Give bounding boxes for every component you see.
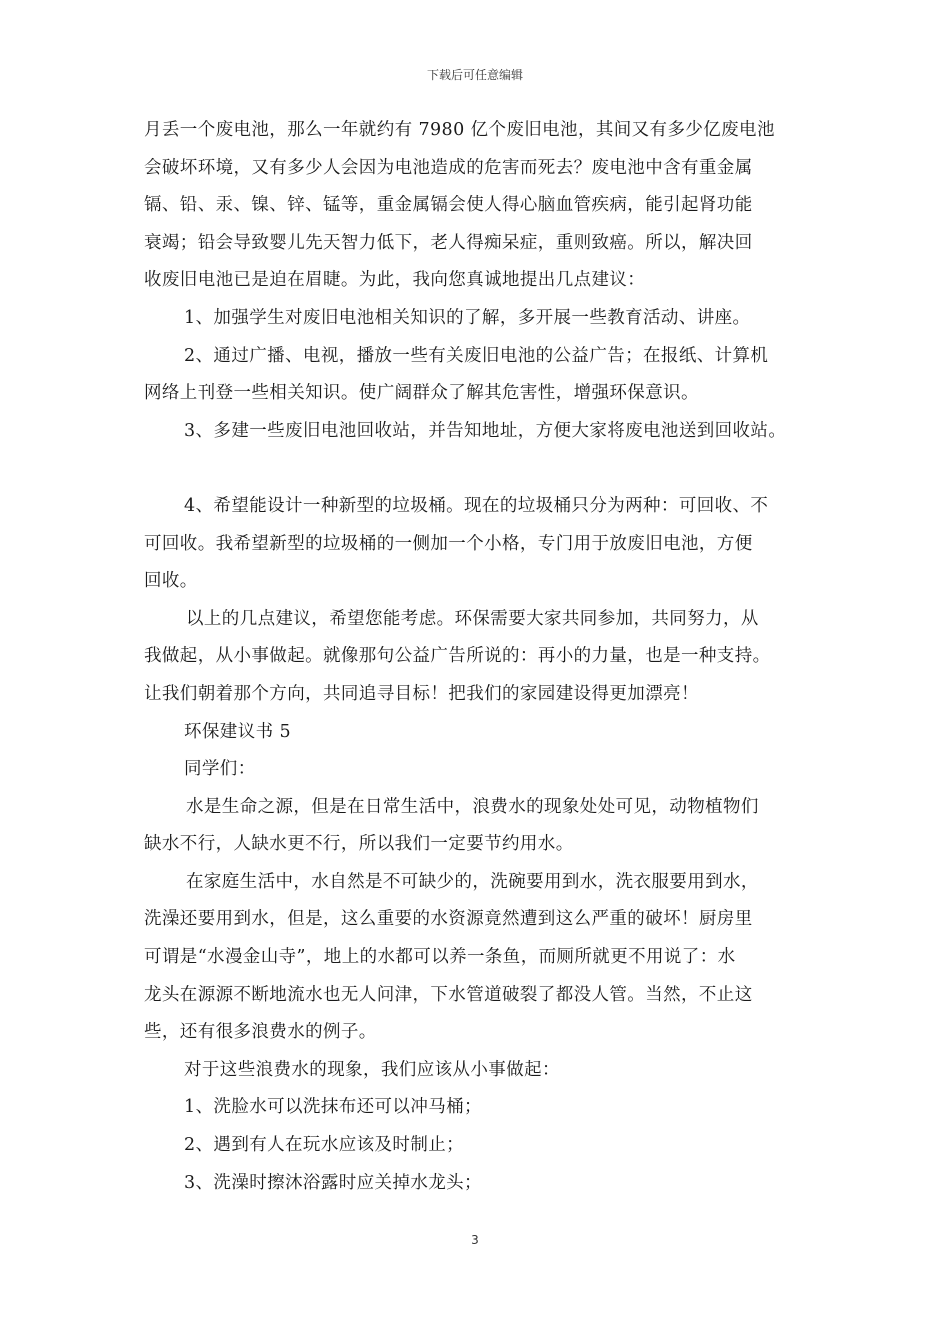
paragraph-gap [144, 450, 824, 488]
text-line: 让我们朝着那个方向，共同追寻目标！把我们的家园建设得更加漂亮！ [144, 683, 699, 704]
text-line: 网络上刊登一些相关知识。使广阔群众了解其危害性，增强环保意识。 [144, 383, 699, 404]
list-item-4: 4、希望能设计一种新型的垃圾桶。现在的垃圾桶只分为两种：可回收、不 [184, 495, 769, 516]
text-line: 缺水不行，人缺水更不行，所以我们一定要节约用水。 [144, 834, 574, 855]
list-item-2: 2、通过广播、电视，播放一些有关废旧电池的公益广告；在报纸、计算机 [184, 345, 769, 366]
text-line: 以上的几点建议，希望您能考虑。环保需要大家共同参加，共同努力，从 [186, 608, 759, 629]
page-number: 3 [471, 1233, 479, 1247]
text-line: 对于这些浪费水的现象，我们应该从小事做起： [184, 1059, 560, 1080]
list-item-1: 1、洗脸水可以洗抹布还可以冲马桶； [184, 1097, 482, 1118]
list-item-3: 3、洗澡时擦沐浴露时应关掉水龙头； [184, 1172, 482, 1193]
salutation: 同学们： [184, 759, 256, 780]
list-item-3: 3、多建一些废旧电池回收站，并告知地址，方便大家将废电池送到回收站。 [184, 420, 787, 441]
text-line: 在家庭生活中，水自然是不可缺少的，洗碗要用到水，洗衣服要用到水， [186, 871, 759, 892]
text-line: 可谓是“水漫金山寺”，地上的水都可以养一条鱼，而厕所就更不用说了：水 [144, 947, 736, 968]
page-header: 下载后可任意编辑 [426, 68, 523, 82]
list-item-2: 2、遇到有人在玩水应该及时制止； [184, 1135, 465, 1156]
text-line: 些，还有很多浪费水的例子。 [144, 1022, 377, 1043]
text-line: 衰竭；铅会导致婴儿先天智力低下，老人得痴呆症，重则致癌。所以，解决回 [144, 232, 753, 253]
text-line: 洗澡还要用到水，但是，这么重要的水资源竟然遭到这么严重的破坏！厨房里 [144, 909, 753, 930]
text-line: 回收。 [144, 571, 198, 592]
text-line: 水是生命之源，但是在日常生活中，浪费水的现象处处可见，动物植物们 [186, 796, 759, 817]
document-body [144, 112, 824, 1202]
section-heading: 环保建议书 5 [184, 721, 291, 742]
text-line: 龙头在源源不断地流水也无人问津，下水管道破裂了都没人管。当然，不止这 [144, 984, 753, 1005]
text-line: 会破坏环境，又有多少人会因为电池造成的危害而死去？废电池中含有重金属 [144, 157, 753, 178]
text-line: 镉、铅、汞、镍、锌、锰等，重金属镉会使人得心脑血管疾病，能引起肾功能 [144, 195, 753, 216]
list-item-1: 1、加强学生对废旧电池相关知识的了解，多开展一些教育活动、讲座。 [184, 307, 751, 328]
text-line: 月丢一个废电池，那么一年就约有 7980 亿个废旧电池，其间又有多少亿废电池 [144, 120, 775, 140]
text-line: 我做起，从小事做起。就像那句公益广告所说的：再小的力量，也是一种支持。 [144, 646, 771, 667]
text-line: 收废旧电池已是迫在眉睫。为此，我向您真诚地提出几点建议： [144, 270, 646, 291]
text-line: 可回收。我希望新型的垃圾桶的一侧加一个小格，专门用于放废旧电池，方便 [144, 533, 753, 554]
